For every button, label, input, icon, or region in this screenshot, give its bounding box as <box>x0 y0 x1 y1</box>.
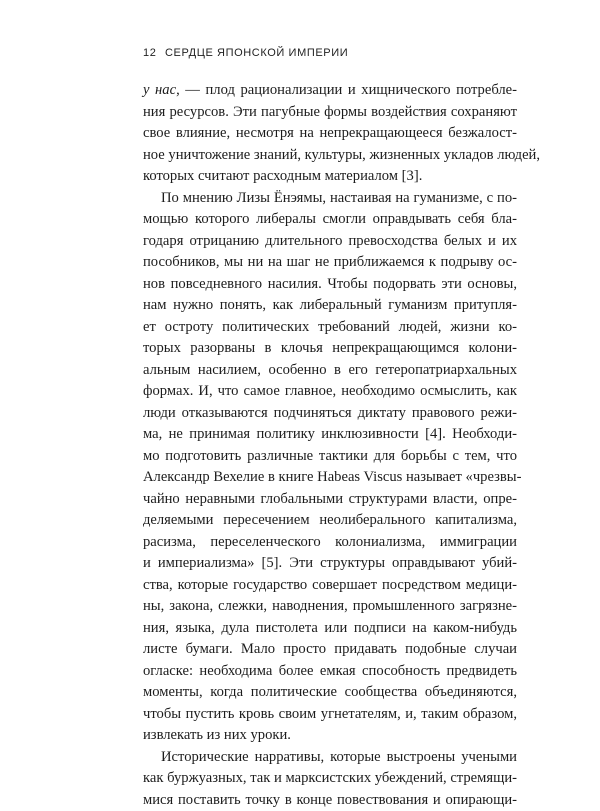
text-line <box>143 403 517 425</box>
text-line <box>143 639 517 661</box>
line-text: ное уничтожение знаний, культуры, жизненных укладов людей, <box>143 147 540 163</box>
text-line <box>143 596 517 618</box>
text-line <box>143 725 517 747</box>
text-line <box>143 790 517 811</box>
text-line <box>143 274 517 296</box>
line-text: ма, не принимая политику инклюзивности [4]. Необходи- <box>143 426 517 442</box>
text-line <box>143 295 517 317</box>
line-text: ния ресурсов. Эти пагубные формы воздействия сохраняют <box>143 104 517 120</box>
text-line <box>143 123 517 145</box>
running-header <box>143 47 523 63</box>
line-text: и империализма» [5]. Эти структуры оправдывают убий- <box>143 555 517 571</box>
line-text: ет остроту политических требований людей, жизни ко- <box>143 319 517 335</box>
line-text: мися поставить точку в конце повествования и опирающи- <box>143 792 517 808</box>
italic-phrase: у нас <box>143 82 176 98</box>
line-text: чтобы пустить кровь своим угнетателям, и, таким образом, <box>143 706 517 722</box>
text-line <box>143 252 517 274</box>
line-text: расизма, переселенческого колониализма, иммиграции <box>143 534 517 550</box>
line-text: извлекать из них уроки. <box>143 727 291 743</box>
text-line <box>143 381 517 403</box>
text-line <box>143 467 517 489</box>
text-line <box>143 768 517 790</box>
body-text <box>143 80 517 811</box>
text-line <box>143 188 517 210</box>
line-text: чайно неравными глобальными структурами власти, опре- <box>143 491 517 507</box>
line-text: альным насилием, особенно в его гетеропатриархальных <box>143 362 517 378</box>
line-text: люди отказываются подчиняться диктату правового режи- <box>143 405 517 421</box>
line-text: годаря отрицанию длительного превосходства белых и их <box>143 233 517 249</box>
line-text: пособников, мы ни на шаг не приближаемся к подрыву ос- <box>143 254 517 270</box>
text-line <box>143 145 517 167</box>
line-text: деляемыми пересечением неолиберального капитализма, <box>143 512 517 528</box>
text-line <box>143 317 517 339</box>
text-line <box>143 682 517 704</box>
text-line <box>143 231 517 253</box>
line-text: ния, языка, дула пистолета или подписи на каком-нибудь <box>143 620 517 636</box>
line-text: которых считают расходным материалом [3]. <box>143 168 422 184</box>
text-line <box>143 166 517 188</box>
text-line <box>143 209 517 231</box>
line-text: мо подготовить различные тактики для борьбы с тем, что <box>143 448 517 464</box>
line-text: торых разорваны в клочья непрекращающимся колони- <box>143 340 517 356</box>
line-text: Исторические нарративы, которые выстроены учеными <box>161 749 517 765</box>
text-line <box>143 424 517 446</box>
text-line <box>143 532 517 554</box>
text-line <box>143 661 517 683</box>
line-text: , — плод рационализации и хищнического потребле- <box>176 82 517 98</box>
running-title: СЕРДЦЕ ЯПОНСКОЙ ИМПЕРИИ <box>165 47 348 59</box>
line-text: По мнению Лизы Ёнэямы, настаивая на гуманизме, с по- <box>161 190 517 206</box>
line-text: мощью которого либералы смогли оправдывать себя бла- <box>143 211 517 227</box>
line-text: ны, закона, слежки, наводнения, промышленного загрязне- <box>143 598 517 614</box>
text-line <box>143 575 517 597</box>
line-text: как буржуазных, так и марксистских убеждений, стремящи- <box>143 770 517 786</box>
text-line <box>143 704 517 726</box>
text-line <box>143 446 517 468</box>
text-line <box>143 618 517 640</box>
line-text: моменты, когда политические сообщества объединяются, <box>143 684 517 700</box>
line-text: листе бумаги. Мало просто придавать подобные случаи <box>143 641 517 657</box>
line-text: ства, которые государство совершает посредством медици- <box>143 577 517 593</box>
text-line <box>143 553 517 575</box>
text-line <box>143 102 517 124</box>
line-text: свое влияние, несмотря на непрекращающееся безжалост- <box>143 125 517 141</box>
line-text: формах. И, что самое главное, необходимо осмыслить, как <box>143 383 517 399</box>
text-line <box>143 80 517 102</box>
text-line <box>143 338 517 360</box>
page-number: 12 <box>143 47 165 59</box>
line-text: нам нужно понять, как либеральный гуманизм притупля- <box>143 297 517 313</box>
line-text: огласке: необходима более емкая способность предвидеть <box>143 663 517 679</box>
text-line <box>143 489 517 511</box>
text-line <box>143 360 517 382</box>
line-text: Александр Вехелие в книге Habeas Viscus называет «чрезвы- <box>143 469 521 485</box>
line-text: нов повседневного насилия. Чтобы подорвать эти основы, <box>143 276 517 292</box>
text-line <box>143 510 517 532</box>
